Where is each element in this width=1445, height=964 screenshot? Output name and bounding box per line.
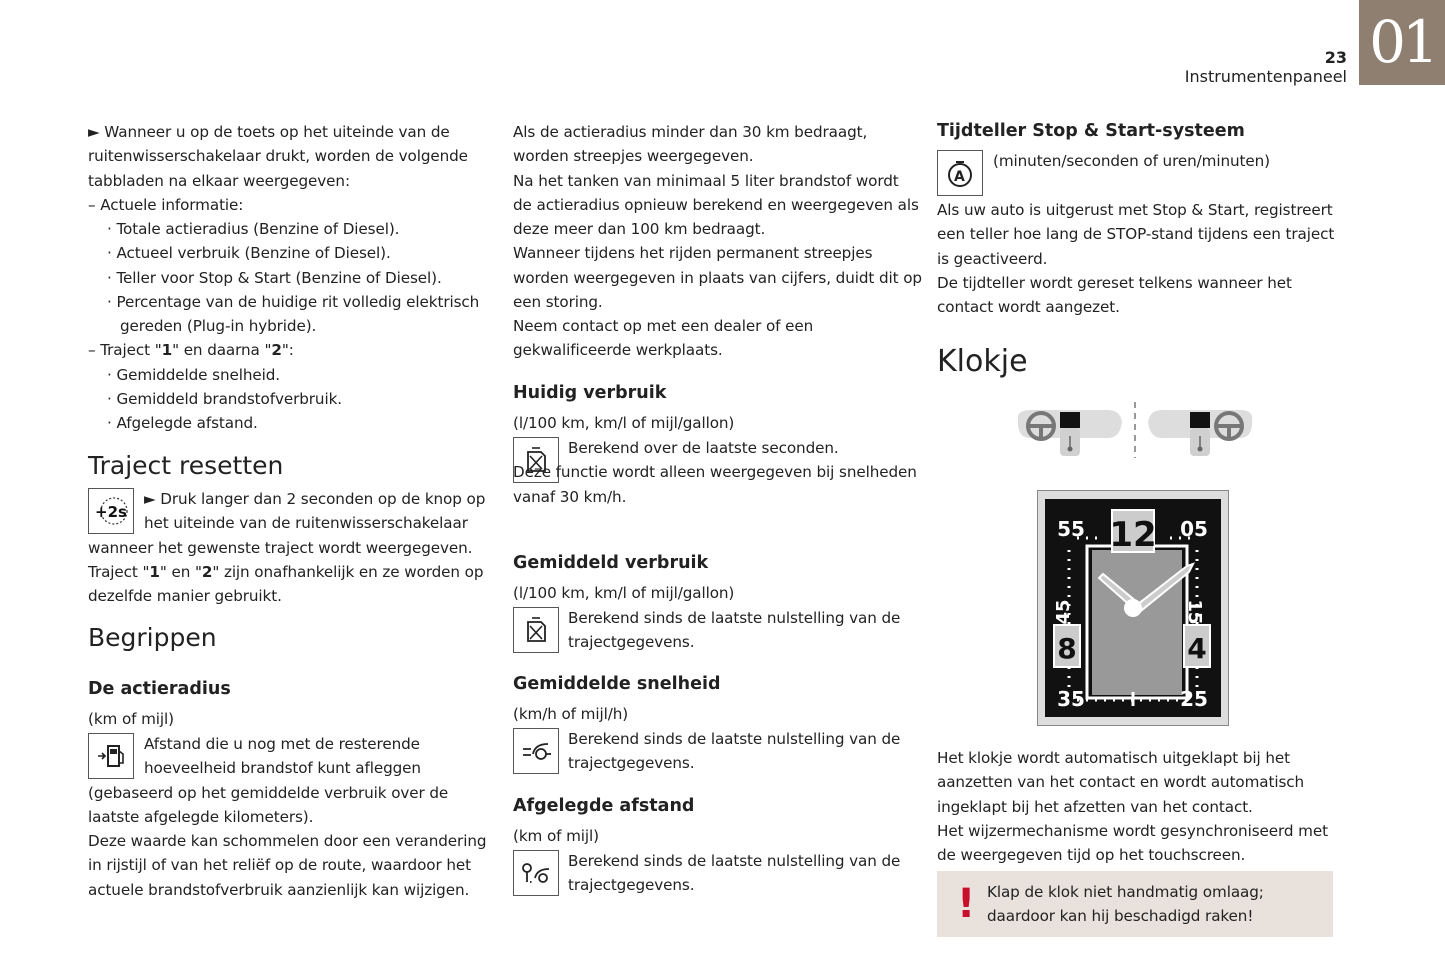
bold-trip-number: 2 [201, 562, 213, 581]
unit-line: (l/100 km, km/l of mijl/gallon) [513, 584, 735, 602]
subheading: Tijdteller Stop & Start-systeem [937, 121, 1245, 141]
body-line: actuele brandstofverbruik aanzienlijk kan wijzigen. [88, 880, 470, 899]
body-line: contact wordt aangezet. [937, 298, 1120, 316]
body-line: Als uw auto is uitgerust met Stop & Start, registreert [937, 201, 1333, 219]
body-line: · Percentage van de huidige rit volledig elektrisch [107, 292, 480, 311]
body-line: Neem contact op met een dealer of een [513, 317, 814, 335]
body-line [88, 338, 294, 362]
body-line: · Teller voor Stop & Start (Benzine of Diesel). [107, 268, 442, 287]
body-line: laatste afgelegde kilometers). [88, 807, 314, 826]
body-line: in rijstijl of van het reliëf op de route, waardoor het [88, 856, 471, 875]
average-consumption-icon [513, 607, 559, 653]
body-line: ingeklapt bij het afzetten van het contact. [937, 797, 1253, 816]
subheading: De actieradius [88, 679, 231, 699]
body-line: trajectgegevens. [568, 633, 695, 652]
bold-trip-number: 1 [149, 562, 160, 581]
text-segment: " en daarna " [172, 341, 272, 360]
body-line: Berekend over de laatste seconden. [568, 439, 839, 457]
fuel-pump-range-icon [88, 733, 134, 779]
clock-position-illustration [1010, 398, 1260, 463]
warning-text: Klap de klok niet handmatig omlaag; [987, 883, 1264, 901]
chapter-number: 01 [1359, 0, 1445, 85]
body-line: – Actuele informatie: [88, 195, 244, 214]
body-line: het uiteinde van de ruitenwisserschakelaar [144, 514, 468, 533]
body-line: · Gemiddelde snelheid. [107, 365, 280, 384]
text-segment: – Traject " [88, 341, 162, 360]
subheading: Huidig verbruik [513, 383, 667, 403]
clock-label-55: 55 [1057, 517, 1085, 541]
warning-box [937, 871, 1333, 937]
clock-label-25: 25 [1180, 687, 1208, 711]
clock-label-05: 05 [1180, 517, 1208, 541]
subheading: Gemiddeld verbruik [513, 553, 709, 573]
body-line: vanaf 30 km/h. [513, 487, 627, 506]
unit-line: (l/100 km, km/l of mijl/gallon) [513, 414, 735, 432]
body-line: Berekend sinds de laatste nulstelling van de [568, 609, 901, 627]
text-segment: " en " [159, 562, 202, 581]
body-line [88, 560, 483, 584]
trip-reset-label: +2s [95, 503, 127, 521]
body-line: Afstand die u nog met de resterende [144, 735, 420, 753]
text-segment: ": [281, 341, 294, 360]
unit-line: (km of mijl) [513, 827, 599, 845]
body-line: aanzetten van het contact en wordt automatisch [937, 773, 1305, 792]
body-line: is geactiveerd. [937, 249, 1048, 268]
body-line: (gebaseerd op het gemiddelde verbruik over de [88, 783, 449, 802]
body-line: de weergegeven tijd op het touchscreen. [937, 846, 1246, 864]
warning-text: daardoor kan hij beschadigd raken! [987, 907, 1254, 926]
bold-trip-number: 2 [271, 341, 282, 360]
text-segment: Traject " [88, 562, 150, 581]
subheading: Afgelegde afstand [513, 796, 695, 816]
body-line: de actieradius opnieuw berekend en weergegeven als [513, 195, 919, 214]
clock-label-4: 4 [1187, 632, 1207, 665]
body-line: Als de actieradius minder dan 30 km bedraagt, [513, 123, 868, 141]
warning-icon: ! [957, 881, 976, 927]
clock-label-8: 8 [1057, 632, 1077, 665]
body-line: hoeveelheid brandstof kunt afleggen [144, 759, 421, 778]
body-line: · Gemiddeld brandstofverbruik. [107, 389, 342, 408]
unit-line: (minuten/seconden of uren/minuten) [993, 152, 1270, 170]
body-line: Berekend sinds de laatste nulstelling van de [568, 852, 901, 870]
body-line: Deze functie wordt alleen weergegeven bij snelheden [513, 463, 917, 482]
body-line: ► Wanneer u op de toets op het uiteinde van de [88, 123, 450, 141]
body-line: Het klokje wordt automatisch uitgeklapt bij het [937, 749, 1290, 767]
stop-start-timer-icon [937, 150, 983, 196]
body-line: gekwalificeerde werkplaats. [513, 341, 723, 360]
body-line: dezelfde manier gebruikt. [88, 587, 282, 605]
body-line: ► Druk langer dan 2 seconden op de knop op [144, 490, 486, 508]
body-line: deze meer dan 100 km bedraagt. [513, 220, 766, 238]
body-line: Wanneer tijdens het rijden permanent streepjes [513, 244, 873, 263]
section-heading: Begrippen [88, 623, 217, 652]
text-segment: " zijn onafhankelijk en ze worden op [212, 562, 484, 581]
distance-icon [513, 850, 559, 896]
body-line: · Actueel verbruik (Benzine of Diesel). [107, 244, 391, 263]
body-line: een teller hoe lang de STOP-stand tijdens een traject [937, 225, 1335, 244]
body-line: Na het tanken van minimaal 5 liter brandstof wordt [513, 171, 899, 190]
unit-line: (km of mijl) [88, 710, 174, 728]
body-line: worden streepjes weergegeven. [513, 147, 754, 166]
body-line: wanneer het gewenste traject wordt weergegeven. [88, 538, 473, 557]
clock-label-15: 15 [1184, 599, 1205, 625]
svg-text:A: A [954, 169, 965, 185]
body-line: · Afgelegde afstand. [107, 414, 258, 432]
body-line: gereden (Plug-in hybride). [120, 317, 317, 335]
page-number: 23 [1324, 48, 1347, 67]
body-line: een storing. [513, 292, 603, 311]
body-line: ruitenwisserschakelaar drukt, worden de volgende [88, 147, 468, 166]
body-line: trajectgegevens. [568, 876, 695, 895]
unit-line: (km/h of mijl/h) [513, 705, 629, 723]
section-heading: Klokje [937, 344, 1028, 379]
body-line: Het wijzermechanisme wordt gesynchroniseerd met [937, 821, 1328, 840]
analog-clock-illustration [1037, 490, 1229, 726]
body-line: De tijdteller wordt gereset telkens wanneer het [937, 273, 1292, 292]
trip-reset-icon [88, 488, 134, 534]
body-line: worden weergegeven in plaats van cijfers, duidt dit op [513, 268, 922, 287]
average-speed-icon [513, 728, 559, 774]
clock-label-45: 45 [1053, 599, 1074, 625]
section-heading: Traject resetten [88, 451, 284, 480]
section-title: Instrumentenpaneel [1184, 67, 1347, 86]
clock-label-35: 35 [1057, 687, 1085, 711]
body-line: · Totale actieradius (Benzine of Diesel). [107, 220, 400, 238]
body-line: trajectgegevens. [568, 754, 695, 773]
bold-trip-number: 1 [161, 341, 173, 360]
body-line: tabbladen na elkaar weergegeven: [88, 171, 350, 190]
subheading: Gemiddelde snelheid [513, 674, 721, 694]
clock-label-12: 12 [1109, 515, 1157, 555]
body-line: Berekend sinds de laatste nulstelling van de [568, 730, 901, 748]
body-line: Deze waarde kan schommelen door een verandering [88, 832, 487, 850]
